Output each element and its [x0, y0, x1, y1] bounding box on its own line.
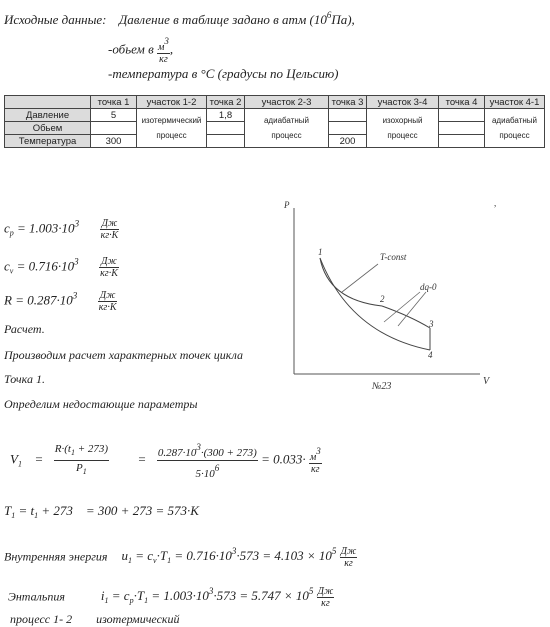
pressure-note: Давление в таблице задано в атм ( — [119, 12, 314, 27]
volume-unit-fraction — [157, 36, 170, 65]
adiabat-curve-4-1 — [320, 258, 430, 350]
diagram-caption: №23 — [372, 381, 392, 392]
table-cell: 300 — [91, 135, 137, 148]
initial-data-line — [4, 10, 355, 28]
dq0-label: dq-0 — [420, 282, 437, 292]
volume-unit-exp: 3 — [164, 36, 169, 46]
table-cell: 200 — [329, 135, 367, 148]
table-cell — [439, 122, 485, 135]
temperature-note: -температура в °C (градусы по Цельсию) — [108, 66, 339, 81]
pressure-unit: Па), — [331, 12, 355, 27]
v1-equation: $V_1$ = $\frac{R\cdot(t_1 + 273)}{P_1}$ = $\frac{0.287\cdot 10^3\cdot(300 + 273)}{5\cdot 10^6}$ = 0.033· $\frac{м3}{кг}$ — [10, 442, 321, 480]
t1-equation: $T_1 = t_1 + 273$ = 300 + 273 = 573·K — [4, 503, 199, 520]
table-cell — [329, 109, 367, 122]
point-1-heading: Точка 1. — [4, 372, 45, 386]
header-cell — [5, 96, 91, 109]
determine-text: Определим недостающие параметры — [4, 397, 198, 411]
table-header-row — [5, 96, 545, 109]
p-axis-label: P — [284, 200, 290, 210]
isotherm-curve — [320, 258, 382, 306]
i1-equation: Энтальпия $i_1 = c_p\cdot T_1 = 1.003\cdot 10^3\cdot 573 = 5.747 \times 10^5$ $\frac{Дж}{кг}$ — [8, 586, 334, 609]
dq0-leader-2 — [398, 292, 426, 326]
enthalpy-label: Энтальпия — [8, 589, 65, 604]
header-cell: участок 1-2 — [137, 96, 207, 109]
header-cell: участок 3-4 — [367, 96, 439, 109]
process-4-1: адиабатный процесс — [485, 109, 545, 148]
pressure-base: 10 — [313, 12, 327, 27]
procedure-text: Производим расчет характерных точек цикла — [4, 348, 243, 362]
header-cell: участок 4-1 — [485, 96, 545, 109]
table-cell — [329, 122, 367, 135]
calc-heading: Расчет. — [4, 322, 45, 336]
point-1-label: 1 — [318, 247, 323, 257]
process-3-4: изохорный процесс — [367, 109, 439, 148]
corner-tick: , — [494, 198, 497, 208]
table-row — [5, 109, 545, 122]
header-cell: точка 3 — [329, 96, 367, 109]
point-2-label: 2 — [380, 294, 385, 304]
row-label: Обьем — [5, 122, 91, 135]
header-cell: точка 4 — [439, 96, 485, 109]
t-const-label: T-const — [380, 252, 407, 262]
footer-process-type: изотермический — [96, 612, 180, 626]
process-2-3: адиабатный процесс — [245, 109, 329, 148]
volume-prefix: -обьем в — [108, 41, 154, 57]
point-3-label: 3 — [429, 319, 434, 329]
pv-diagram — [280, 192, 500, 400]
u1-equation: Внутренняя энергия $u_1 = c_v\cdot T_1 = 0.716\cdot 10^3\cdot 573 = 4.103 \times 10^5$ $\frac{Дж}{кг}$ — [4, 546, 357, 569]
t-const-leader — [342, 264, 378, 292]
constant-cp: $c_p = 1.003\cdot 10^3$ $\frac{Дж}{кг\cdot K}$ — [4, 218, 119, 241]
v-axis-label: V — [483, 376, 490, 387]
constant-r: $R = 0.287\cdot 10^3$ $\frac{Дж}{кг\cdot K}$ — [4, 290, 117, 313]
header-cell: участок 2-3 — [245, 96, 329, 109]
volume-unit-den: кг — [159, 54, 168, 65]
row-label: Температура — [5, 135, 91, 148]
table-cell — [91, 122, 137, 135]
initial-data-label: Исходные данные: — [4, 12, 107, 27]
internal-energy-label: Внутренняя энергия — [4, 549, 108, 564]
header-cell: точка 1 — [91, 96, 137, 109]
row-label: Давление — [5, 109, 91, 122]
footer-process: процесс 1- 2 — [10, 612, 73, 626]
volume-note: -обьем в $\frac{м3}{кг}$ , — [108, 36, 174, 65]
table-cell — [439, 135, 485, 148]
point-4-label: 4 — [428, 350, 433, 360]
adiabat-curve-2-3 — [382, 306, 430, 328]
footer-process-line — [10, 612, 180, 627]
table-cell — [439, 109, 485, 122]
table-cell — [207, 135, 245, 148]
dq0-leader-1 — [384, 292, 420, 322]
constant-cv: $c_v = 0.716\cdot 10^3$ $\frac{Дж}{кг\cdot K}$ — [4, 256, 118, 279]
volume-unit-num: м — [158, 42, 165, 53]
process-1-2: изотермический процесс — [137, 109, 207, 148]
header-cell: точка 2 — [207, 96, 245, 109]
table-cell: 5 — [91, 109, 137, 122]
parameters-table — [4, 95, 545, 148]
pressure-exponent: 6 — [326, 10, 332, 20]
table-cell — [207, 122, 245, 135]
table-cell: 1,8 — [207, 109, 245, 122]
